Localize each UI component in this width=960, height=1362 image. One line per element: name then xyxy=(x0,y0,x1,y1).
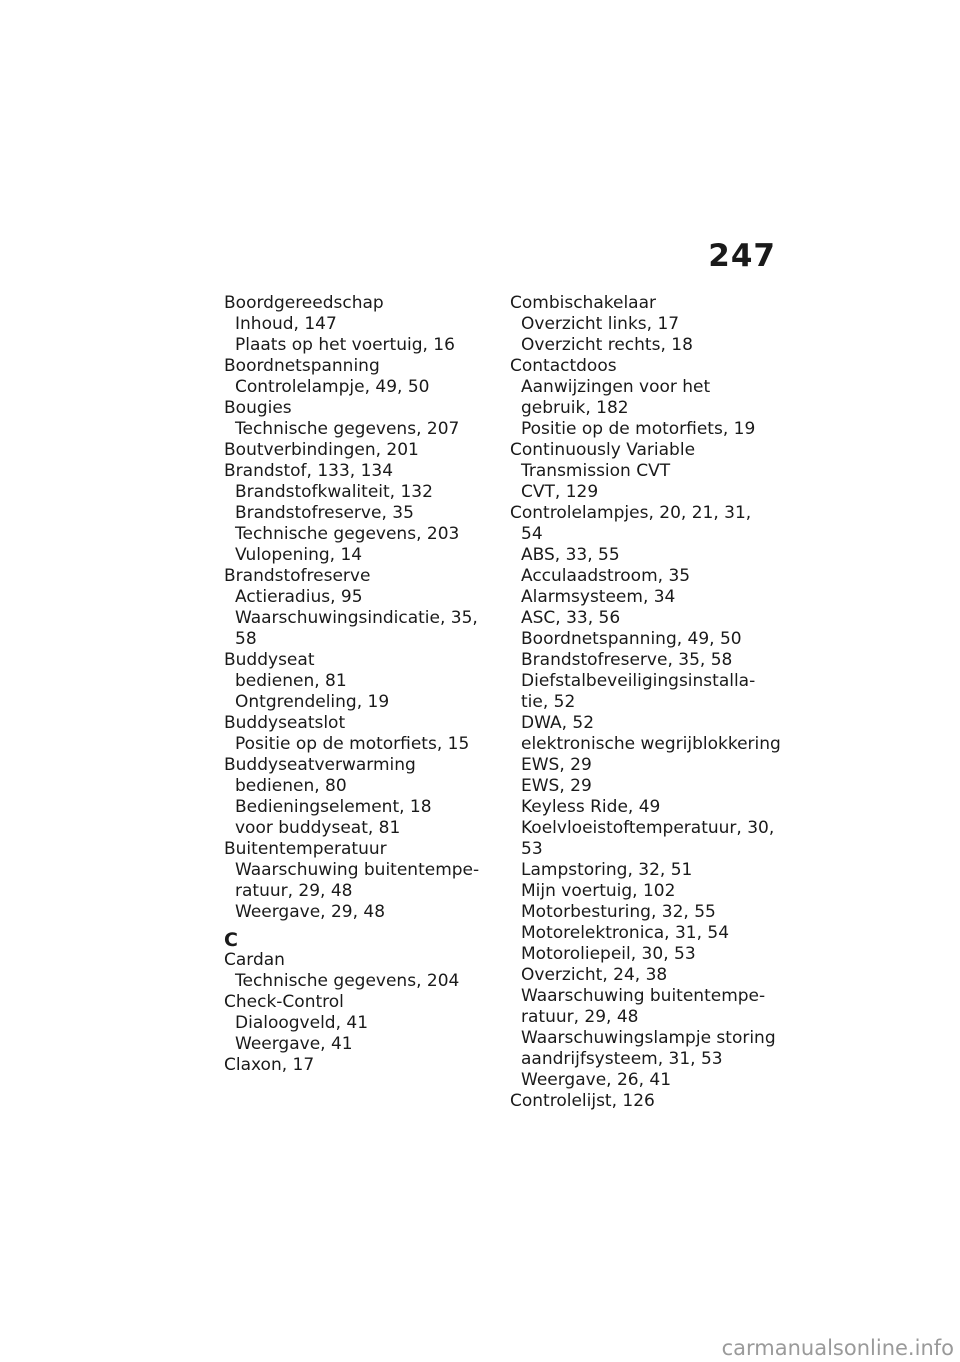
index-subentry: ratuur, 29, 48 xyxy=(521,1007,639,1027)
index-subentry: Vulopening, 14 xyxy=(235,545,363,565)
index-entry: Combischakelaar xyxy=(510,293,656,313)
index-subentry: Technische gegevens, 204 xyxy=(235,971,460,991)
index-subentry: bedienen, 81 xyxy=(235,671,347,691)
index-subentry: Brandstofkwaliteit, 132 xyxy=(235,482,433,502)
index-subentry: Plaats op het voertuig, 16 xyxy=(235,335,455,355)
index-entry: Buddyseatslot xyxy=(224,713,346,733)
index-subentry: Positie op de motorfiets, 19 xyxy=(521,419,756,439)
index-subentry: Waarschuwing buitentempe- xyxy=(235,860,480,880)
index-subentry: Boordnetspanning, 49, 50 xyxy=(521,629,742,649)
index-subentry: Waarschuwingsindicatie, 35, xyxy=(235,608,478,628)
index-subentry: DWA, 52 xyxy=(521,713,595,733)
index-subentry: Mijn voertuig, 102 xyxy=(521,881,676,901)
index-subentry: EWS, 29 xyxy=(521,755,592,775)
index-column-left xyxy=(224,293,499,1076)
index-entry: Contactdoos xyxy=(510,356,617,376)
index-subentry: Lampstoring, 32, 51 xyxy=(521,860,693,880)
index-subentry: Dialoogveld, 41 xyxy=(235,1013,369,1033)
index-subentry: voor buddyseat, 81 xyxy=(235,818,401,838)
index-subentry: Ontgrendeling, 19 xyxy=(235,692,390,712)
index-subentry: Controlelampje, 49, 50 xyxy=(235,377,430,397)
index-subentry: Diefstalbeveiligingsinstalla- xyxy=(521,671,756,691)
index-entry: Boordgereedschap xyxy=(224,293,384,313)
index-entry: Controlelampjes, 20, 21, 31, xyxy=(510,503,752,523)
index-column-right xyxy=(510,293,790,1112)
index-subentry: Brandstofreserve, 35, 58 xyxy=(521,650,733,670)
index-subentry: tie, 52 xyxy=(521,692,576,712)
index-entry: Continuously Variable xyxy=(510,440,696,460)
index-subentry: Inhoud, 147 xyxy=(235,314,337,334)
index-subentry: Brandstofreserve, 35 xyxy=(235,503,414,523)
index-subentry: Acculaadstroom, 35 xyxy=(521,566,691,586)
index-subentry: CVT, 129 xyxy=(521,482,599,502)
index-subentry: gebruik, 182 xyxy=(521,398,629,418)
index-subentry: Keyless Ride, 49 xyxy=(521,797,661,817)
index-entry: Buitentemperatuur xyxy=(224,839,387,859)
index-entry: Controlelijst, 126 xyxy=(510,1091,655,1111)
index-subentry: Weergave, 26, 41 xyxy=(521,1070,672,1090)
index-entry: Bougies xyxy=(224,398,292,418)
index-subentry: ABS, 33, 55 xyxy=(521,545,620,565)
index-subentry: ASC, 33, 56 xyxy=(521,608,621,628)
index-entry: Boutverbindingen, 201 xyxy=(224,440,419,460)
index-entry: Brandstof, 133, 134 xyxy=(224,461,394,481)
index-letter-heading: C xyxy=(224,929,238,951)
index-entry: Brandstofreserve xyxy=(224,566,371,586)
index-subentry: 53 xyxy=(521,839,543,859)
index-subentry: Overzicht, 24, 38 xyxy=(521,965,668,985)
index-entry: Buddyseatverwarming xyxy=(224,755,416,775)
index-subentry: 54 xyxy=(521,524,543,544)
index-subentry: Waarschuwing buitentempe- xyxy=(521,986,766,1006)
index-subentry: Koelvloeistoftemperatuur, 30, xyxy=(521,818,775,838)
index-entry: Check-Control xyxy=(224,992,344,1012)
index-entry: Claxon, 17 xyxy=(224,1055,315,1075)
index-subentry: Motorbesturing, 32, 55 xyxy=(521,902,716,922)
index-subentry: Waarschuwingslampje storing xyxy=(521,1028,776,1048)
index-subentry: Overzicht links, 17 xyxy=(521,314,680,334)
index-subentry: bedienen, 80 xyxy=(235,776,347,796)
index-subentry: Weergave, 29, 48 xyxy=(235,902,386,922)
index-subentry: aandrijfsysteem, 31, 53 xyxy=(521,1049,723,1069)
index-subentry: 58 xyxy=(235,629,257,649)
index-subentry: Alarmsysteem, 34 xyxy=(521,587,676,607)
index-subentry: Weergave, 41 xyxy=(235,1034,353,1054)
index-subentry: Aanwijzingen voor het xyxy=(521,377,711,397)
index-subentry: EWS, 29 xyxy=(521,776,592,796)
page-number: 247 xyxy=(708,238,776,274)
index-subentry: Transmission CVT xyxy=(521,461,671,481)
index-subentry: Motoroliepeil, 30, 53 xyxy=(521,944,696,964)
index-subentry: elektronische wegrijblokkering xyxy=(521,734,781,754)
index-subentry: Positie op de motorfiets, 15 xyxy=(235,734,470,754)
index-subentry: Bedieningselement, 18 xyxy=(235,797,432,817)
watermark: carmanualsonline.info xyxy=(721,1336,954,1360)
index-subentry: ratuur, 29, 48 xyxy=(235,881,353,901)
index-entry: Buddyseat xyxy=(224,650,315,670)
index-subentry: Motorelektronica, 31, 54 xyxy=(521,923,730,943)
index-subentry: Overzicht rechts, 18 xyxy=(521,335,693,355)
index-entry: Cardan xyxy=(224,950,285,970)
index-subentry: Actieradius, 95 xyxy=(235,587,363,607)
index-subentry: Technische gegevens, 207 xyxy=(235,419,460,439)
index-subentry: Technische gegevens, 203 xyxy=(235,524,460,544)
index-entry: Boordnetspanning xyxy=(224,356,380,376)
